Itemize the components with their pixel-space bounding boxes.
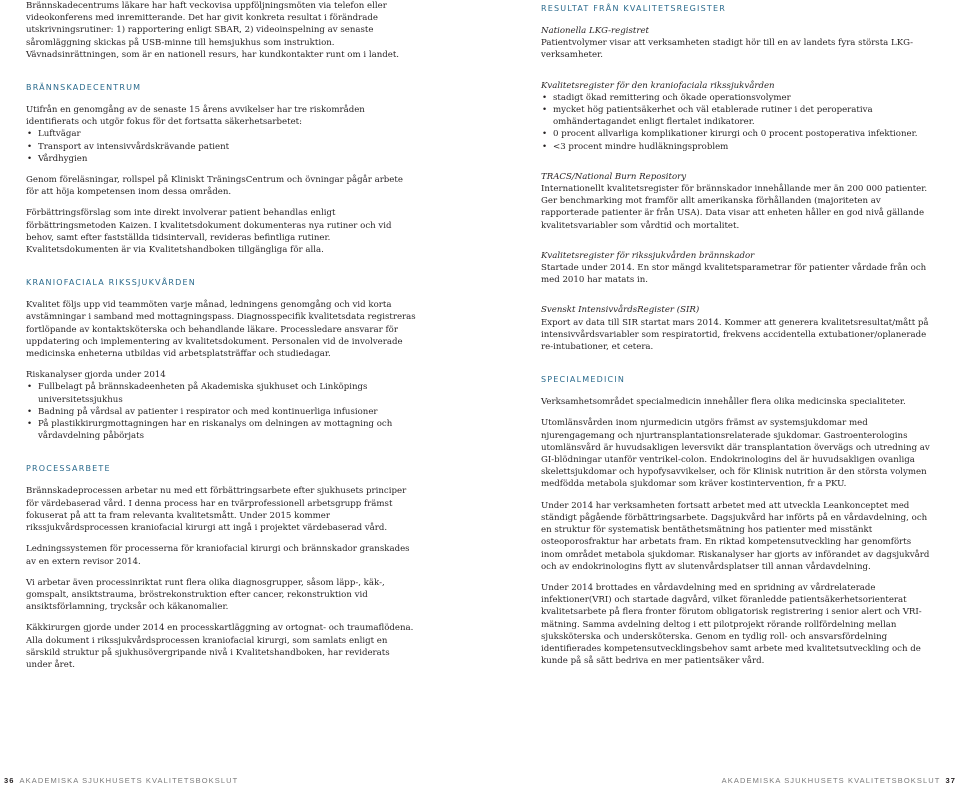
list-item: • Fullbelagt på brännskadeenheten på Akademiska sjukhuset och Linköpings universitetssjukhus (26, 381, 418, 405)
section-heading: KRANIOFACIALA RIKSSJUKVÅRDEN (26, 278, 196, 288)
list-item: • stadigt ökad remittering och ökade operationsvolymer (541, 92, 935, 104)
paragraph: Kvalitet följs upp vid teammöten varje månad, ledningens genomgång och vid korta avstämningar i samband med mottagningspass. Diagnosspecifik kvalitetsdata registreras fortlöpande av kontaktsköterska och behandlande läkare. Processledare ansvarar för uppdatering och implementering av kvalitetsdokument. Personalen vid de involverade medicinska enheterna utbildas vid arbetsplatsträffar och studiedagar. (26, 300, 416, 360)
section-specialmedicin (541, 375, 935, 667)
section-kvalitetsregister (541, 0, 935, 353)
section-processarbete (26, 464, 418, 671)
paragraph: Patientvolymer visar att verksamheten stadigt hör till en av landets fyra största LKG-verksamheter. (541, 38, 914, 61)
page-number: 37 (945, 776, 956, 785)
section-heading: PROCESSARBETE (26, 464, 111, 474)
section-heading: BRÄNNSKADECENTRUM (26, 83, 142, 93)
right-column (541, 0, 935, 676)
register-title: Nationella LKG-registret (541, 26, 650, 36)
paragraph: Verksamhetsområdet specialmedicin innehåller flera olika medicinska specialiteter. (541, 397, 906, 408)
paragraph: Riskanalyser gjorda under 2014 (26, 370, 166, 381)
list-item: • Vårdhygien (26, 153, 418, 165)
footer-left (4, 776, 238, 786)
publication-title: AKADEMISKA SJUKHUSETS KVALITETSBOKSLUT (721, 776, 941, 785)
paragraph: Brännskadeprocessen arbetar nu med ett förbättringsarbete efter sjukhusets principer för värdebaserad vård. I denna process har en tvärprofessionell arbetsgrupp främst fokuserat på att ta fram relevanta kvalitetsmått. Under 2015 kommer rikssjukvårdsprocessen kraniofacial kirurgi att ingå i projektet värdebaserad vård. (26, 486, 407, 534)
paragraph: Käkkirurgen gjorde under 2014 en processkartläggning av ortognat- och traumaflödena. Alla dokument i rikssjukvårdsprocessen kraniofacial kirurgi, som samlats enligt en särskild struktur på sjukhusövergripande nivå i Kvalitetshandboken, har reviderats under året. (26, 623, 414, 670)
section-kraniofaciala (26, 278, 418, 442)
register-title: Kvalitetsregister för rikssjukvården brännskador (541, 250, 755, 261)
register-title: TRACS/National Burn Repository (541, 171, 687, 182)
list-item: • 0 procent allvarliga komplikationer kirurgi och 0 procent postoperativa infektioner. (541, 128, 935, 140)
section-heading: RESULTAT FRÅN KVALITETSREGISTER (541, 4, 726, 13)
list-item: • Transport av intensivvårdskrävande patient (26, 141, 418, 153)
paragraph: Internationellt kvalitetsregister för brännskador innehållande mer än 200 000 patienter. Ger benchmarking mot framför allt amerikanska förhållanden (majoriteten av rapporterade patienter är från USA). Data visar att enheten håller en god nivå gällande kvalitetsvariabler som vårdtid och mortalitet. (541, 184, 928, 231)
publication-title: AKADEMISKA SJUKHUSETS KVALITETSBOKSLUT (19, 776, 239, 785)
paragraph: Startade under 2014. En stor mängd kvalitetsparametrar för patienter vårdade från och med 2010 har matats in. (541, 263, 927, 286)
paragraph: Under 2014 brottades en vårdavdelning med en spridning av vårdrelaterade infektioner(VRI) och startade dagvård, vilket föranledde patientsäkerhetsorienterat kvalitetsarbete på flera fronter förutom obligatorisk registrering i senior alert och VRI-mätning. Samma avdelning deltog i ett pilotprojekt rörande rollfördelning mellan sjuksköterska och undersköterska. Genom en tydlig roll- och ansvarsfördelning identifierades kompetensutvecklingsbehov samt arbete med kvalitetsutveckling och de kunde på så sätt bedriva en mer patientsäker vård. (541, 582, 922, 667)
list-item: • På plastikkirurgmottagningen har en riskanalys om delningen av mottagning och vårdavdelning påbörjats (26, 418, 418, 442)
paragraph: Genom föreläsningar, rollspel på Kliniskt TräningsCentrum och övningar pågår arbete för att höja kompetensen inom dessa områden. (26, 175, 403, 198)
left-column (26, 0, 418, 680)
list-item: • Luftvägar (26, 128, 418, 140)
footer-right (722, 776, 956, 786)
section-brannskadecentrum (26, 83, 418, 256)
paragraph: Utifrån en genomgång av de senaste 15 årens avvikelser har tre riskområden identifierats och utgör fokus för det fortsatta säkerhetsarbetet: (26, 105, 365, 128)
paragraph: Under 2014 har verksamheten fortsatt arbetet med att utveckla Leankonceptet med ständigt pågående förbättringsarbete. Dagsjukvård har införts på en vårdavdelning, och en struktur för systematisk bentäthetsmätning hos patienter med misstänkt osteoporosfraktur har arbetats fram. En riktad kompetensutveckling har genomförts inom området metabola sjukdomar. Riskanalyser har gjorts av införandet av dagsjukvård och av endokrinologins flytt av slutenvårdsplatser till annan vårdavdelning. (541, 500, 930, 572)
paragraph: Vi arbetar även processinriktat runt flera olika diagnosgrupper, såsom läpp-, käk-, gomspalt, ansiktstrauma, bröstrekonstruktion efter cancer, rekonstruktion vid ansiktsförlamning, trycksår och käkanomalier. (26, 577, 385, 613)
list-item: • Badning på vårdsal av patienter i respirator och med kontinuerliga infusioner (26, 406, 418, 418)
paragraph: Ledningssystemen för processerna för kraniofacial kirurgi och brännskador granskades av en extern revisor 2014. (26, 544, 410, 567)
paragraph: Förbättringsförslag som inte direkt involverar patient behandlas enligt förbättringsmetoden Kaizen. I kvalitetsdokument dokumenteras nya rutiner och vid behov, samt efter fastställda tidsintervall, revideras befintliga rutiner. Kvalitetsdokumenten är via Kvalitetshandboken tillgängliga för alla. (26, 208, 392, 256)
list-item: • mycket hög patientsäkerhet och väl etablerade rutiner i det peroperativa omhändertagandet enligt flertalet indikatorer. (541, 104, 935, 128)
list-item: • <3 procent mindre hudläkningsproblem (541, 141, 935, 153)
section-heading: SPECIALMEDICIN (541, 375, 626, 385)
register-title: Kvalitetsregister för den kraniofaciala rikssjukvården (541, 80, 775, 91)
page-number: 36 (4, 776, 15, 785)
risk-areas-list (26, 128, 418, 165)
paragraph: Export av data till SIR startat mars 2014. Kommer att generera kvalitetsresultat/mått på intensivvårdsvariabler som respiratortid, frekvens accidentella extubationer/oplanerade re-intubationer, et cetera. (541, 317, 929, 353)
kranio-results-list (541, 92, 935, 153)
risk-analyses-list (26, 381, 418, 442)
register-title: Svenskt IntensivvårdsRegister (SIR) (541, 305, 700, 316)
intro-paragraph: Brännskadecentrums läkare har haft veckovisa uppföljningsmöten via telefon eller videokonferens med inremitterande. Det har givit konkreta resultat i förändrade utskrivningsrutiner: 1) rapportering enligt SBAR, 2) videoinspelning av senaste såromläggning skickas på USB-minne till hemsjukhus som instruktion. Vävnadsinrättningen, som är en nationell resurs, har kundkontakter runt om i landet. (26, 1, 400, 60)
paragraph: Utomlänsvården inom njurmedicin utgörs främst av systemsjukdomar med njurengagemang och njurtransplantationsrelaterade sjukdomar. Gastroenterologins utomlänsvård är huvudsakligen leversvikt där transplantation övervägs och utredning av GI-blödningar utanför ventrikel-colon. Endokrinologins del är huvudsakligen ovanliga skelettsjukdomar och hypofysavvikelser, och för Klinisk nutrition är den största volymen medfödda metabola sjukdomar som kräver kostintervention, fr a PKU. (541, 418, 930, 490)
